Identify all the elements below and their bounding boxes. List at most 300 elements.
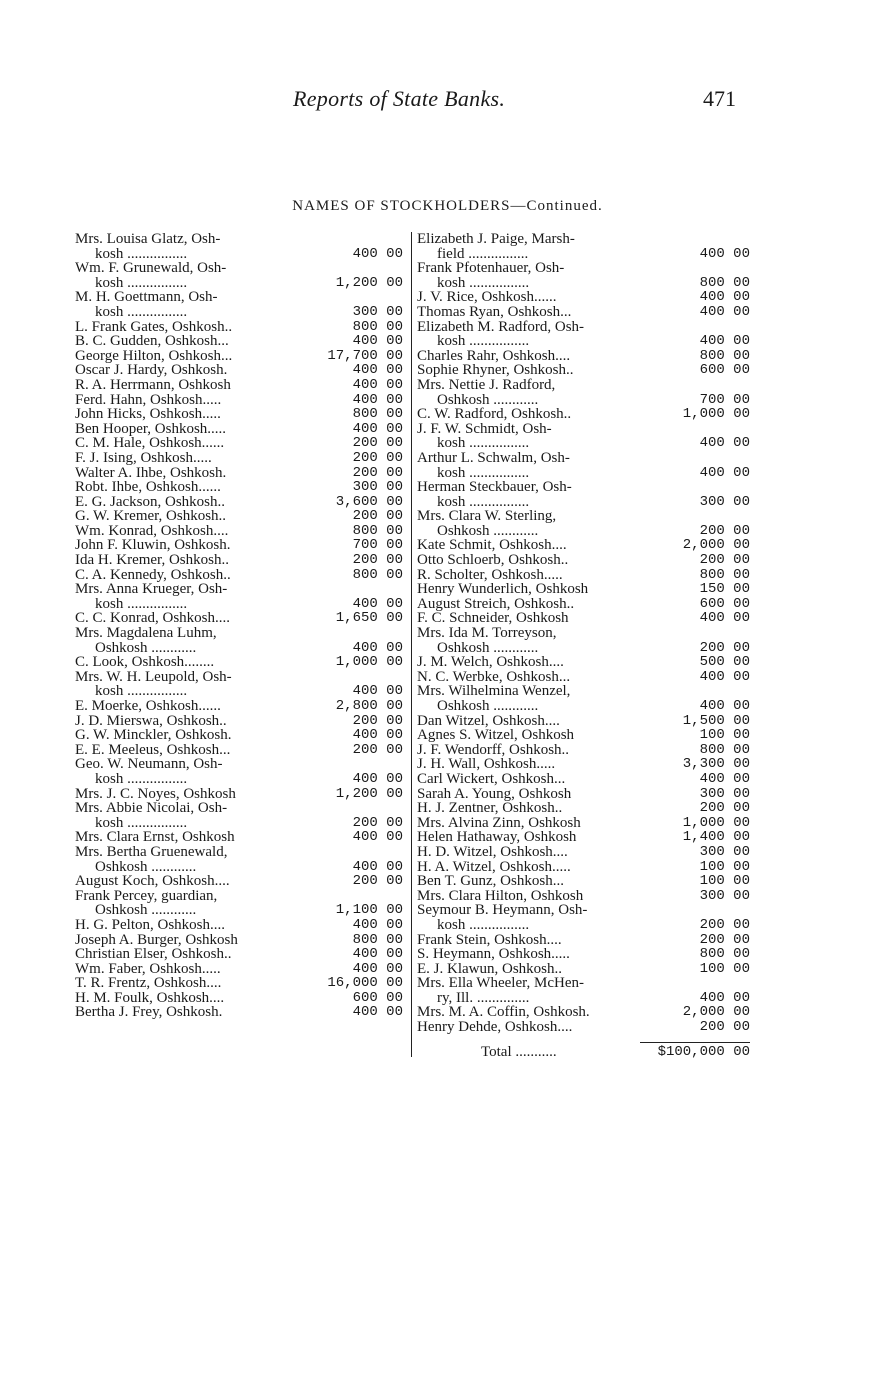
- stockholder-amount: 800 00: [699, 566, 750, 583]
- stockholder-name-line: Mrs. Louisa Glatz, Osh-: [75, 231, 221, 247]
- stockholder-entry: [417, 611, 750, 626]
- stockholder-entry: [417, 714, 750, 729]
- stockholder-entry: [417, 568, 750, 583]
- stockholder-amount: 400 00: [352, 727, 403, 744]
- stockholder-entry: [417, 845, 750, 860]
- stockholder-name: [417, 320, 660, 349]
- stockholder-name: [75, 962, 311, 977]
- stockholder-entry: [417, 582, 750, 597]
- stockholder-entry: [75, 830, 403, 845]
- stockholder-amount: 1,000 00: [335, 654, 403, 671]
- stockholder-name-line: Mrs. Magdalena Luhm,: [75, 625, 217, 642]
- stockholder-entry: [75, 874, 403, 889]
- stockholder-name: [417, 582, 660, 597]
- stockholder-amount: 1,650 00: [335, 610, 403, 627]
- column-divider: [411, 232, 412, 1057]
- stockholder-entry: [417, 261, 750, 290]
- stockholder-name-continuation: kosh ................: [95, 814, 188, 831]
- stockholder-entry: [75, 845, 403, 874]
- stockholder-amount: 100 00: [699, 873, 750, 890]
- stockholder-name-continuation: kosh ................: [437, 464, 530, 481]
- stockholder-name: [75, 466, 311, 481]
- stockholder-name: [75, 582, 311, 611]
- stockholder-amount: 200 00: [352, 464, 403, 481]
- stockholder-name-continuation: kosh ................: [95, 245, 188, 262]
- stockholder-entry: [75, 261, 403, 290]
- stockholder-amount: 800 00: [699, 274, 750, 291]
- stockholder-entry: [75, 947, 403, 962]
- stockholder-amount: 400 00: [352, 829, 403, 846]
- stockholder-entry: [417, 757, 750, 772]
- stockholder-amount: 400 00: [352, 916, 403, 933]
- stockholder-name-line: S. Heymann, Oshkosh.....: [417, 946, 570, 963]
- stockholder-amount: 400 00: [699, 989, 750, 1006]
- stockholder-name-line: B. C. Gudden, Oshkosh...: [75, 333, 229, 350]
- stockholder-name: [417, 787, 660, 802]
- stockholder-amount: 400 00: [352, 245, 403, 262]
- stockholder-entry: [417, 320, 750, 349]
- stockholder-name-line: Henry Wunderlich, Oshkosh: [417, 581, 589, 598]
- stockholder-name: [75, 845, 311, 874]
- stockholder-name: [75, 553, 311, 568]
- stockholder-amount: 1,400 00: [682, 829, 750, 846]
- stockholder-name-line: Elizabeth J. Paige, Marsh-: [417, 231, 575, 247]
- stockholder-entry: [417, 743, 750, 758]
- stockholder-name: [417, 480, 660, 509]
- stockholder-entry: [417, 290, 750, 305]
- stockholder-amount: 400 00: [352, 639, 403, 656]
- stockholder-name-line: Elizabeth M. Radford, Osh-: [417, 318, 585, 335]
- stockholder-amount: 200 00: [699, 916, 750, 933]
- stockholder-amount: 1,000 00: [682, 814, 750, 831]
- section-title: NAMES OF STOCKHOLDERS—Continued.: [292, 198, 603, 214]
- stockholder-name: [417, 261, 660, 290]
- stockholder-entry: [75, 363, 403, 378]
- stockholder-amount: 2,000 00: [682, 1004, 750, 1021]
- stockholder-amount: 400 00: [352, 391, 403, 408]
- stockholder-entry: [417, 801, 750, 816]
- stockholder-name-line: Mrs. Bertha Gruenewald,: [75, 843, 228, 860]
- stockholder-entry: [417, 422, 750, 451]
- stockholder-name-continuation: field ................: [437, 245, 529, 262]
- stockholder-name-continuation: kosh ................: [437, 333, 530, 350]
- stockholder-entry: [75, 787, 403, 802]
- stockholder-name-continuation: kosh ................: [95, 303, 188, 320]
- stockholder-entry: [75, 232, 403, 261]
- stockholder-name-line: Oscar J. Hardy, Oshkosh.: [75, 362, 228, 379]
- stockholder-name-line: Ferd. Hahn, Oshkosh.....: [75, 391, 222, 408]
- stockholder-name: [417, 451, 660, 480]
- stockholder-amount: 3,300 00: [682, 756, 750, 773]
- stockholder-name: [417, 684, 660, 713]
- stockholder-name-line: Herman Steckbauer, Osh-: [417, 479, 572, 496]
- stockholder-amount: 200 00: [352, 449, 403, 466]
- stockholder-name-line: J. M. Welch, Oshkosh....: [417, 654, 564, 671]
- stockholder-amount: 200 00: [352, 712, 403, 729]
- stockholder-entry: [75, 714, 403, 729]
- stockholder-name: [75, 538, 311, 553]
- stockholder-amount: 500 00: [699, 654, 750, 671]
- stockholder-amount: 150 00: [699, 581, 750, 598]
- stockholder-amount: 400 00: [352, 683, 403, 700]
- stockholder-name: [417, 903, 660, 932]
- stockholder-name: [417, 889, 660, 904]
- stockholder-amount: 100 00: [699, 727, 750, 744]
- stockholder-amount: 200 00: [699, 931, 750, 948]
- stockholder-name: [417, 962, 660, 977]
- stockholder-name-line: E. G. Jackson, Oshkosh..: [75, 493, 225, 510]
- stockholder-name: [417, 743, 660, 758]
- stockholder-name: [75, 393, 311, 408]
- stockholder-entry: [75, 611, 403, 626]
- stockholder-name-line: Carl Wickert, Oshkosh...: [417, 770, 566, 787]
- stockholder-name-line: Robt. Ihbe, Oshkosh......: [75, 479, 221, 496]
- stockholder-amount: 200 00: [352, 435, 403, 452]
- stockholder-name-line: Helen Hathaway, Oshkosh: [417, 829, 577, 846]
- stockholder-name-line: N. C. Werbke, Oshkosh...: [417, 668, 571, 685]
- stockholder-amount: 600 00: [699, 362, 750, 379]
- stockholder-name-line: Thomas Ryan, Oshkosh...: [417, 303, 572, 320]
- stockholder-name-line: C. M. Hale, Oshkosh......: [75, 435, 225, 452]
- stockholder-amount: 300 00: [699, 887, 750, 904]
- stockholder-name: [75, 670, 311, 699]
- stockholder-amount: 400 00: [699, 333, 750, 350]
- stockholder-name-continuation: Oshkosh ............: [437, 639, 539, 656]
- stockholder-name-line: Mrs. M. A. Coffin, Oshkosh.: [417, 1004, 590, 1021]
- stockholder-name-line: T. R. Frentz, Oshkosh....: [75, 975, 222, 992]
- stockholder-name: [75, 991, 311, 1006]
- stockholder-amount: 400 00: [352, 946, 403, 963]
- stockholder-amount: 3,600 00: [335, 493, 403, 510]
- stockholder-amount: 800 00: [352, 522, 403, 539]
- stockholder-name-line: L. Frank Gates, Oshkosh..: [75, 318, 233, 335]
- stockholder-entry: [417, 874, 750, 889]
- stockholder-entry: [75, 743, 403, 758]
- stockholder-name-continuation: Oshkosh ............: [95, 902, 197, 919]
- stockholder-entry: [75, 290, 403, 319]
- stockholder-name-line: R. Scholter, Oshkosh.....: [417, 566, 563, 583]
- stockholder-name: [417, 801, 660, 816]
- stockholder-entry: [75, 699, 403, 714]
- stockholder-entry: [417, 976, 750, 1005]
- stockholder-name-line: Arthur L. Schwalm, Osh-: [417, 449, 570, 466]
- stockholder-entry: [75, 918, 403, 933]
- stockholder-amount: 400 00: [699, 464, 750, 481]
- stockholder-name-line: Kate Schmit, Oshkosh....: [417, 537, 567, 554]
- stockholder-name: [75, 611, 311, 626]
- stockholder-entry: [417, 232, 750, 261]
- stockholder-name: [75, 334, 311, 349]
- total-amount: $100,000 00: [657, 1044, 750, 1060]
- stockholder-name: [417, 422, 660, 451]
- stockholder-name-line: J. H. Wall, Oshkosh.....: [417, 756, 556, 773]
- stockholder-name-line: J. F. Wendorff, Oshkosh..: [417, 741, 570, 758]
- stockholder-name-line: H. G. Pelton, Oshkosh....: [75, 916, 226, 933]
- stockholder-amount: 2,800 00: [335, 698, 403, 714]
- stockholder-name-line: C. C. Konrad, Oshkosh....: [75, 610, 231, 627]
- stockholder-name: [75, 436, 311, 451]
- stockholder-amount: 400 00: [699, 289, 750, 306]
- stockholder-entry: [417, 816, 750, 831]
- stockholder-entry: [417, 1005, 750, 1020]
- stockholder-name-line: G. W. Kremer, Oshkosh..: [75, 508, 227, 525]
- stockholder-name-line: Mrs. Ida M. Torreyson,: [417, 625, 557, 642]
- stockholder-name-line: Seymour B. Heymann, Osh-: [417, 902, 588, 919]
- stockholder-name-continuation: Oshkosh ............: [437, 522, 539, 539]
- stockholder-entry: [75, 480, 403, 495]
- stockholder-name: [75, 422, 311, 437]
- stockholder-entry: [417, 363, 750, 378]
- stockholder-name-continuation: kosh ................: [95, 770, 188, 787]
- stockholder-name-continuation: ry, Ill. ..............: [437, 989, 530, 1006]
- stockholder-amount: 200 00: [699, 552, 750, 569]
- stockholder-name-line: Wm. F. Grunewald, Osh-: [75, 260, 227, 277]
- stockholder-name-line: J. D. Mierswa, Oshkosh..: [75, 712, 227, 729]
- stockholder-amount: 17,700 00: [327, 347, 403, 364]
- stockholder-name: [417, 509, 660, 538]
- stockholder-amount: 200 00: [352, 814, 403, 831]
- stockholder-name: [417, 538, 660, 553]
- stockholder-name-line: Frank Percey, guardian,: [75, 887, 218, 904]
- stockholder-amount: 400 00: [699, 435, 750, 452]
- stockholder-entry: [75, 582, 403, 611]
- stockholder-name-line: E. E. Meeleus, Oshkosh...: [75, 741, 231, 758]
- stockholder-name-line: Charles Rahr, Oshkosh....: [417, 347, 571, 364]
- stockholder-name: [75, 947, 311, 962]
- stockholder-name-line: John F. Kluwin, Oshkosh.: [75, 537, 231, 554]
- stockholder-amount: 100 00: [699, 858, 750, 875]
- stockholder-entry: [417, 728, 750, 743]
- stockholder-name-line: Sophie Rhyner, Oshkosh..: [417, 362, 574, 379]
- stockholder-name: [75, 787, 311, 802]
- stockholder-name: [417, 1005, 660, 1020]
- stockholder-name-line: Frank Pfotenhauer, Osh-: [417, 260, 565, 277]
- stockholder-amount: 200 00: [352, 741, 403, 758]
- stockholder-name: [417, 947, 660, 962]
- stockholder-name-line: Mrs. Clara Ernst, Oshkosh: [75, 829, 235, 846]
- stockholder-amount: 200 00: [352, 552, 403, 569]
- stockholder-name-line: Geo. W. Neumann, Osh-: [75, 756, 223, 773]
- stockholder-name: [75, 918, 311, 933]
- stockholder-amount: 200 00: [352, 873, 403, 890]
- stockholder-amount: 800 00: [352, 566, 403, 583]
- stockholder-entry: [75, 451, 403, 466]
- stockholder-name: [75, 889, 311, 918]
- stockholder-amount: 800 00: [352, 406, 403, 423]
- stockholder-name: [417, 976, 660, 1005]
- stockholder-entry: [75, 933, 403, 948]
- stockholder-name: [75, 743, 311, 758]
- stockholder-name-line: Ida H. Kremer, Oshkosh..: [75, 552, 229, 569]
- stockholder-amount: 700 00: [699, 391, 750, 408]
- stockholder-name-line: E. J. Klawun, Oshkosh..: [417, 960, 562, 977]
- stockholder-name-line: C. Look, Oshkosh........: [75, 654, 215, 671]
- total-label: Total ...........: [481, 1044, 557, 1060]
- stockholder-entry: [75, 495, 403, 510]
- stockholder-entry: [417, 670, 750, 685]
- stockholder-entry: [417, 378, 750, 407]
- stockholder-amount: 1,500 00: [682, 712, 750, 729]
- stockholder-name-line: J. F. W. Schmidt, Osh-: [417, 420, 552, 437]
- stockholder-amount: 800 00: [699, 347, 750, 364]
- total-rule: [640, 1042, 750, 1043]
- stockholder-name-continuation: kosh ................: [437, 916, 530, 933]
- stockholder-amount: 16,000 00: [327, 975, 403, 992]
- stockholder-name-line: Mrs. Abbie Nicolai, Osh-: [75, 800, 228, 817]
- stockholder-name-line: F. J. Ising, Oshkosh.....: [75, 449, 212, 466]
- stockholder-name: [75, 480, 311, 495]
- stockholder-name-line: Henry Dehde, Oshkosh....: [417, 1019, 573, 1036]
- stockholder-name: [75, 714, 311, 729]
- stockholder-name: [417, 655, 660, 670]
- stockholder-entry: [75, 378, 403, 393]
- stockholder-name-line: August Koch, Oshkosh....: [75, 873, 230, 890]
- stockholder-entry: [417, 684, 750, 713]
- stockholder-name: [417, 816, 660, 831]
- stockholder-name-line: H. A. Witzel, Oshkosh.....: [417, 858, 571, 875]
- stockholder-entry: [75, 962, 403, 977]
- stockholder-name-continuation: kosh ................: [95, 595, 188, 612]
- stockholder-entry: [75, 524, 403, 539]
- stockholder-name: [417, 349, 660, 364]
- stockholder-amount: 400 00: [699, 610, 750, 627]
- stockholder-name-line: G. W. Minckler, Oshkosh.: [75, 727, 232, 744]
- stockholder-amount: 400 00: [352, 376, 403, 393]
- stockholder-name-line: H. M. Foulk, Oshkosh....: [75, 989, 225, 1006]
- stockholder-amount: 300 00: [699, 785, 750, 802]
- running-title: Reports of State Banks.: [293, 86, 506, 111]
- stockholder-name: [75, 728, 311, 743]
- stockholder-entry: [75, 801, 403, 830]
- stockholder-entry: [75, 538, 403, 553]
- stockholder-entry: [75, 553, 403, 568]
- stockholder-name: [75, 363, 311, 378]
- stockholder-name-line: Bertha J. Frey, Oshkosh.: [75, 1004, 223, 1021]
- stockholder-name: [417, 553, 660, 568]
- stockholder-amount: 700 00: [352, 537, 403, 554]
- stockholder-name-line: Mrs. Clara W. Sterling,: [417, 508, 557, 525]
- stockholder-name: [417, 845, 660, 860]
- stockholder-name-line: R. A. Herrmann, Oshkosh: [75, 376, 231, 393]
- stockholder-name-continuation: Oshkosh ............: [437, 698, 539, 714]
- stockholder-entry: [417, 830, 750, 845]
- stockholder-entry: [75, 568, 403, 583]
- stockholder-amount: 800 00: [699, 741, 750, 758]
- right-stockholder-column: [417, 232, 750, 1035]
- stockholder-name: [417, 363, 660, 378]
- stockholder-amount: 1,100 00: [335, 902, 403, 919]
- stockholder-entry: [417, 349, 750, 364]
- stockholder-name: [75, 349, 311, 364]
- stockholder-name-line: Sarah A. Young, Oshkosh: [417, 785, 572, 802]
- stockholder-entry: [417, 655, 750, 670]
- stockholder-entry: [75, 509, 403, 524]
- stockholder-amount: 400 00: [699, 698, 750, 714]
- stockholder-name: [417, 611, 660, 626]
- stockholder-entry: [417, 889, 750, 904]
- stockholder-entry: [417, 772, 750, 787]
- stockholder-entry: [75, 393, 403, 408]
- stockholder-entry: [417, 597, 750, 612]
- stockholder-entry: [75, 889, 403, 918]
- stockholder-amount: 300 00: [699, 843, 750, 860]
- stockholder-name: [75, 378, 311, 393]
- stockholder-amount: 800 00: [352, 318, 403, 335]
- stockholder-name-line: Ben Hooper, Oshkosh.....: [75, 420, 227, 437]
- stockholder-entry: [417, 903, 750, 932]
- stockholder-amount: 800 00: [352, 931, 403, 948]
- stockholder-name-line: John Hicks, Oshkosh.....: [75, 406, 221, 423]
- stockholder-name-line: Mrs. Clara Hilton, Oshkosh: [417, 887, 584, 904]
- stockholder-name: [75, 1005, 311, 1020]
- stockholder-amount: 400 00: [352, 333, 403, 350]
- stockholder-amount: 400 00: [699, 668, 750, 685]
- stockholder-name-line: C. A. Kennedy, Oshkosh..: [75, 566, 231, 583]
- stockholder-name: [417, 714, 660, 729]
- stockholder-entry: [417, 538, 750, 553]
- stockholder-name: [417, 933, 660, 948]
- stockholder-name-line: Mrs. W. H. Leupold, Osh-: [75, 668, 232, 685]
- stockholder-amount: 400 00: [352, 595, 403, 612]
- stockholder-name-line: C. W. Radford, Oshkosh..: [417, 406, 572, 423]
- stockholder-entry: [417, 787, 750, 802]
- stockholder-entry: [75, 466, 403, 481]
- stockholder-entry: [417, 947, 750, 962]
- stockholder-name: [75, 757, 311, 786]
- stockholder-name: [75, 320, 311, 335]
- stockholder-name-line: Christian Elser, Oshkosh..: [75, 946, 232, 963]
- stockholder-name: [75, 830, 311, 845]
- stockholder-name-line: Mrs. Alvina Zinn, Oshkosh: [417, 814, 581, 831]
- stockholder-name: [75, 261, 311, 290]
- stockholder-amount: 1,200 00: [335, 785, 403, 802]
- stockholder-name-line: Mrs. Nettie J. Radford,: [417, 376, 556, 393]
- stockholder-entry: [417, 451, 750, 480]
- stockholder-name-line: Joseph A. Burger, Oshkosh: [75, 931, 238, 948]
- stockholder-name: [417, 232, 660, 261]
- stockholder-name: [75, 232, 311, 261]
- stockholder-entry: [417, 305, 750, 320]
- stockholder-name-line: Walter A. Ihbe, Oshkosh.: [75, 464, 227, 481]
- stockholder-name-line: Mrs. Ella Wheeler, McHen-: [417, 975, 584, 992]
- stockholder-name-continuation: kosh ................: [437, 493, 530, 510]
- stockholder-name: [417, 830, 660, 845]
- total-row: [417, 1044, 750, 1060]
- stockholder-amount: 1,000 00: [682, 406, 750, 423]
- stockholder-name-continuation: Oshkosh ............: [95, 639, 197, 656]
- stockholder-name-line: Wm. Konrad, Oshkosh....: [75, 522, 229, 539]
- stockholder-name: [417, 305, 660, 320]
- stockholder-name-line: Mrs. Wilhelmina Wenzel,: [417, 683, 571, 700]
- stockholder-amount: 400 00: [352, 362, 403, 379]
- stockholder-name: [75, 655, 311, 670]
- stockholder-name-continuation: kosh ................: [437, 274, 530, 291]
- stockholder-name-continuation: kosh ................: [95, 683, 188, 700]
- stockholder-name: [75, 801, 311, 830]
- stockholder-name: [75, 976, 311, 991]
- stockholder-name-line: H. J. Zentner, Oshkosh..: [417, 800, 563, 817]
- stockholder-name: [417, 1020, 660, 1035]
- stockholder-entry: [75, 670, 403, 699]
- stockholder-entry: [75, 422, 403, 437]
- stockholder-entry: [417, 480, 750, 509]
- stockholder-name: [75, 874, 311, 889]
- stockholder-entry: [75, 655, 403, 670]
- stockholder-amount: 600 00: [352, 989, 403, 1006]
- stockholder-name: [417, 757, 660, 772]
- stockholder-name: [75, 626, 311, 655]
- stockholder-name-line: Ben T. Gunz, Oshkosh...: [417, 873, 564, 890]
